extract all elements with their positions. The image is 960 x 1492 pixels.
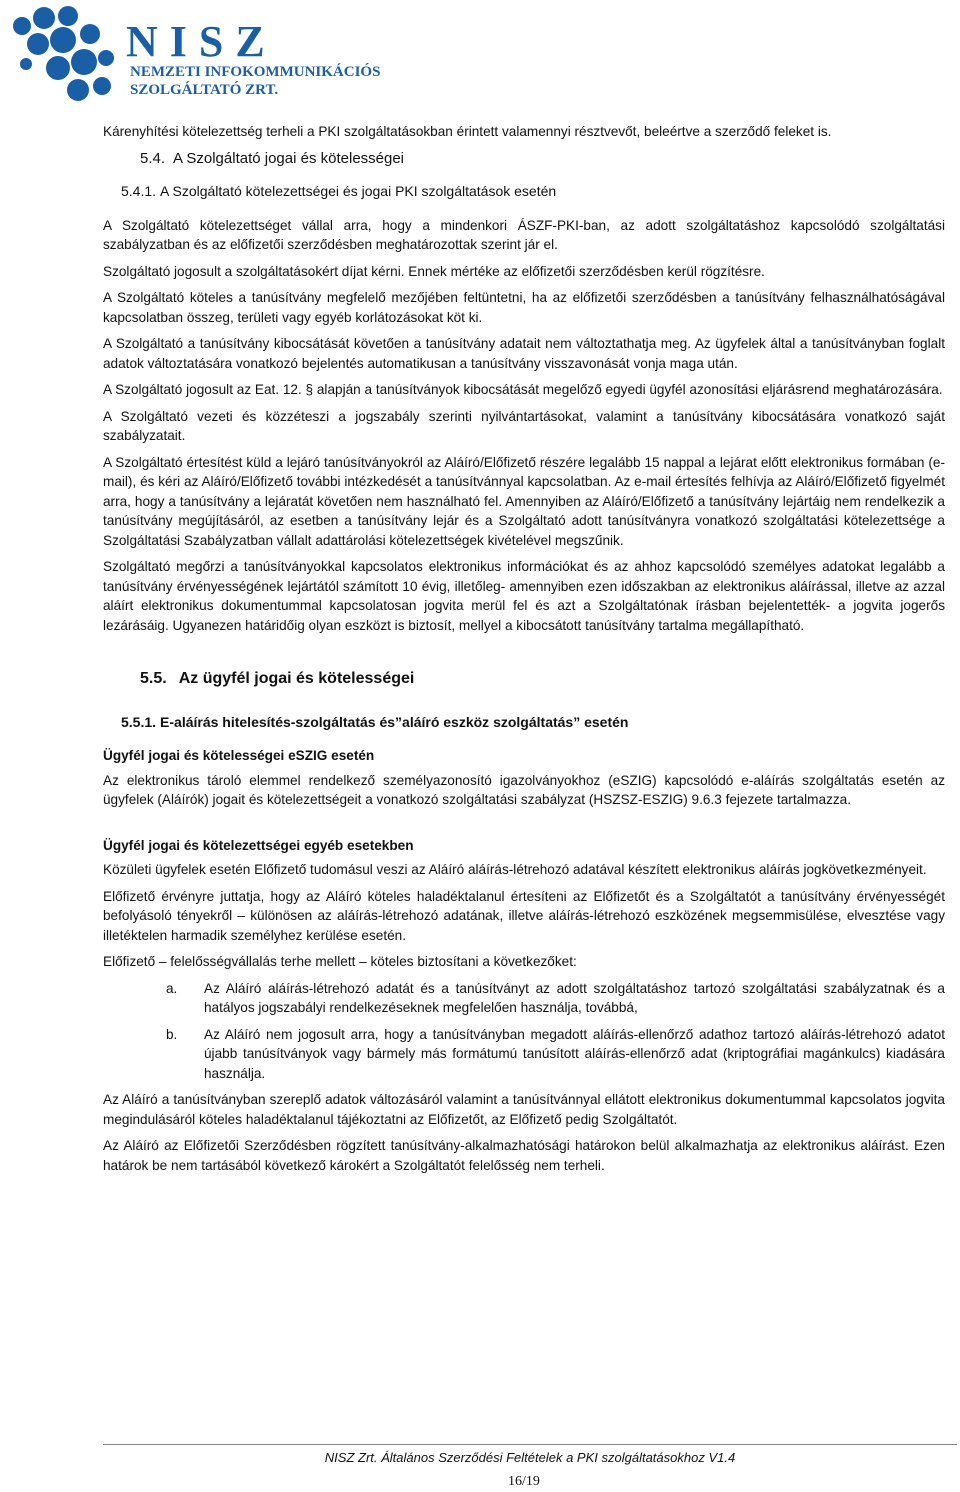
obligations-list <box>103 979 945 1084</box>
list-item <box>166 979 945 1018</box>
subheading-eszig: Ügyfél jogai és kötelességei eSZIG esetén <box>103 748 375 763</box>
paragraph: Szolgáltató megőrzi a tanúsítványokkal kapcsolatos elektronikus információkat és az ahhoz kapcsolódó személyes adatokat legalább a tanúsítvány érvényességének lejártától számított 10 évig, illetőleg- amennyiben ezen időszakban az elektronikus aláírással, illetve az azzal aláírt elektronikus dokumentummal kapcsolatosan jogvita merül fel és azt a Szolgáltatónak írásban bejelentették- a jogvita jogerős lezárásáig. Ugyanezen határidőig olyan eszközt is biztosít, mellyel a kibocsátott tanúsítvány tartalma megállapítható. <box>103 559 945 633</box>
paragraph: Előfizető – felelősségvállalás terhe mellett – köteles biztosítani a következőket: <box>103 954 577 969</box>
logo-subtitle-line1: NEMZETI INFOKOMMUNIKÁCIÓS <box>130 64 381 80</box>
section-title: A Szolgáltató jogai és kötelességei <box>173 149 405 167</box>
section-title: E-aláírás hitelesítés-szolgáltatás és”aláíró eszköz szolgáltatás” esetén <box>160 713 629 730</box>
logo-subtitle-line2: SZOLGÁLTATÓ ZRT. <box>130 82 279 98</box>
list-marker: a. <box>166 980 178 996</box>
company-logo <box>8 6 408 106</box>
paragraph: A Szolgáltató értesítést küld a lejáró tanúsítványokról az Aláíró/Előfizető részére legalább 15 nappal a lejárat előtt elektronikus formában (e-mail), és kéri az Aláíró/Előfizető további intézkedését a tanúsítvánnyal kapcsolatban. Az e-mail értesítés felhívja az Aláíró/Előfizető figyelmét arra, hogy a tanúsítvány a lejáratát követően nem használható fel. Amennyiben az Aláíró/Előfizető a tanúsítvány lejártáig nem rendelkezik a tanúsítvány megújításáról, az esetben a tanúsítvány lejár és a Szolgáltató adott tanúsítványra vonatkozó szolgáltatási kötelezettsége a Szolgáltatási Szabályzatban vállalt adattárolási kötelezettségek kivételével megszűnik. <box>103 454 945 548</box>
paragraph: Közületi ügyfelek esetén Előfizető tudomásul veszi az Aláíró aláírás-létrehozó adatával készített elektronikus aláírás jogkövetkezményeit. <box>103 862 927 877</box>
footer-title: NISZ Zrt. Általános Szerződési Feltételek a PKI szolgáltatásokhoz V1.4 <box>324 1450 736 1465</box>
paragraph: A Szolgáltató a tanúsítvány kibocsátását követően a tanúsítvány adatait nem változtathatja meg. Az ügyfelek által a tanúsítványban foglalt adatok változtatására vonatkozó bejelentés automatikusan a tanúsítvány visszavonását vonja maga után. <box>103 336 945 371</box>
section-5-4-heading <box>103 149 945 169</box>
section-5-4-1-heading <box>103 182 945 202</box>
logo-name: NISZ <box>126 17 277 66</box>
footer-divider <box>103 1444 957 1445</box>
section-5-5-heading <box>103 669 945 689</box>
subheading-other-cases: Ügyfél jogai és kötelezettségei egyéb esetekben <box>103 837 414 853</box>
paragraph: Az elektronikus tároló elemmel rendelkező személyazonosító igazolványokhoz (eSZIG) kapcsolódó e-aláírás szolgáltatás esetén az ügyfelek (Aláírók) jogait és kötelezettségeit a vonatkozó szolgáltatási szabályzat (HSZSZ-ESZIG) 9.6.3 fejezete tartalmazza. <box>103 772 945 807</box>
paragraph: A Szolgáltató jogosult az Eat. 12. § alapján a tanúsítványok kibocsátását megelőző egyedi ügyfél azonosítási eljárásrend meghatározására. <box>103 382 943 397</box>
intro-paragraph: Kárenyhítési kötelezettség terheli a PKI szolgáltatásokban érintett valamennyi résztvevőt, beleértve a szerződő feleket is. <box>103 124 832 139</box>
paragraph: Szolgáltató jogosult a szolgáltatásokért díjat kérni. Ennek mértéke az előfizetői szerződésben kerül rögzítésre. <box>103 263 765 279</box>
list-item-text: Az Aláíró nem jogosult arra, hogy a tanúsítványban megadott aláírás-ellenőrző adathoz tartozó aláírás-létrehozó adatot újabb tanúsítványok vagy bármely más formátumú tanúsított aláírás-ellenőrző adat (kriptográfiai magánkulcs) kiadására használja. <box>204 1026 945 1081</box>
document-body <box>103 122 945 1182</box>
list-item <box>166 1025 945 1084</box>
nisz-logo-mark <box>8 6 118 106</box>
paragraph: Előfizető érvényre juttatja, hogy az Aláíró köteles haladéktalanul értesíteni az Előfizetőt és a Szolgáltatót a tanúsítvány érvényességét befolyásoló tényekről – különösen az aláírás-létrehozó adatának, illetve aláírás-létrehozó eszközének megsemmisülése, elvesztése vagy illetéktelen harmadik személyhez kerülése esetén. <box>103 888 945 943</box>
paragraph: Az Aláíró az Előfizetői Szerződésben rögzített tanúsítvány-alkalmazhatósági határokon belül alkalmazhatja az elektronikus aláírást. Ezen határok be nem tartásából következő károkért a Szolgáltatót felelősség nem terheli. <box>103 1138 945 1173</box>
section-number: 5.4. <box>140 149 166 167</box>
page-number: 16/19 <box>508 1474 540 1489</box>
section-number: 5.4.1. <box>121 183 157 199</box>
section-title: Az ügyfél jogai és kötelességei <box>178 670 415 687</box>
paragraph: A Szolgáltató vezeti és közzéteszi a jogszabály szerinti nyilvántartásokat, valamint a tanúsítvány kibocsátására vonatkozó saját szabályzatait. <box>103 408 945 443</box>
section-5-5-1-heading <box>103 713 945 733</box>
paragraph: A Szolgáltató kötelezettséget vállal arra, hogy a mindenkori ÁSZF-PKI-ban, az adott szolgáltatáshoz kapcsolódó szolgáltatási szabályzatban és az előfizetői szerződésben meghatározottak szerint jár el. <box>103 217 945 252</box>
paragraph: Az Aláíró a tanúsítványban szereplő adatok változásáról valamint a tanúsítvánnyal ellátott elektronikus dokumentummal kapcsolatos jogvita megindulásáról köteles haladéktalanul tájékoztatni az Előfizetőt, az Előfizető pedig Szolgáltatót. <box>103 1092 945 1127</box>
list-marker: b. <box>166 1026 178 1042</box>
section-number: 5.5. <box>140 670 167 687</box>
section-number: 5.5.1. <box>121 713 157 730</box>
section-title: A Szolgáltató kötelezettségei és jogai PKI szolgáltatások esetén <box>160 183 557 199</box>
list-item-text: Az Aláíró aláírás-létrehozó adatát és a tanúsítványt az adott szolgáltatáshoz tartozó szolgáltatási szabályzatnak és a hatályos jogszabályi rendelkezéseknek megfelelően használja, továbbá, <box>204 980 945 1015</box>
paragraph: A Szolgáltató köteles a tanúsítvány megfelelő mezőjében feltüntetni, ha az előfizetői szerződésben a tanúsítvány felhasználhatóságával kapcsolatban összeg, területi vagy egyéb korlátozásokat köt ki. <box>103 290 945 325</box>
